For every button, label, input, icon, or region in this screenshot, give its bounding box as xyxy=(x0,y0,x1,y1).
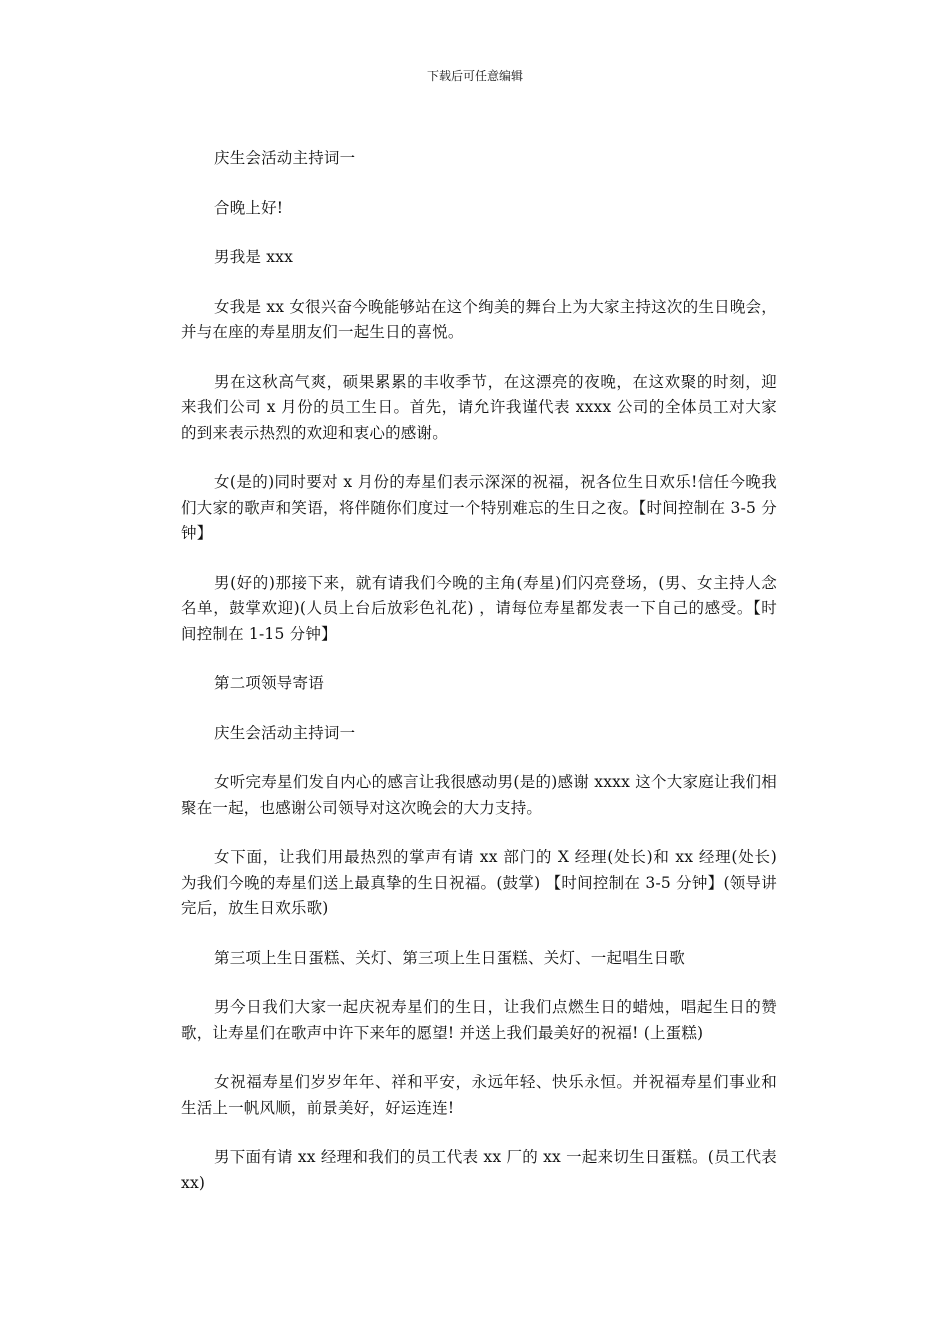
document-body xyxy=(181,146,777,1220)
female-host-wishes: 女祝福寿星们岁岁年年、祥和平安，永远年轻、快乐永恒。并祝福寿星们事业和生活上一帆风顺，前景美好，好运连连! xyxy=(181,1073,777,1117)
leader-invitation: 女下面，让我们用最热烈的掌声有请 xx 部门的 X 经理(处长)和 xx 经理(处长) 为我们今晚的寿星们送上最真挚的生日祝福。(鼓掌) 【时间控制在 3-5 分钟】(领导讲完后，放生日欢乐歌) xyxy=(181,848,777,917)
female-host-thanks: 女听完寿星们发自内心的感言让我很感动男(是的)感谢 xxxx 这个大家庭让我们相聚在一起，也感谢公司领导对这次晚会的大力支持。 xyxy=(181,773,777,817)
section-title: 庆生会活动主持词一 xyxy=(214,149,356,167)
greeting-line: 合晚上好! xyxy=(214,198,284,217)
male-host-birthday-stars: 男(好的)那接下来，就有请我们今晚的主角(寿星)们闪亮登场，(男、女主持人念名单，鼓掌欢迎)(人员上台后放彩色礼花) ，请每位寿星都发表一下自己的感受。【时间控制在 1-15 分钟】 xyxy=(181,573,777,643)
male-host-cake: 男今日我们大家一起庆祝寿星们的生日，让我们点燃生日的蜡烛，唱起生日的赞歌，让寿星们在歌声中许下来年的愿望! 并送上我们最美好的祝福! (上蛋糕) xyxy=(181,998,777,1042)
section-title-repeat: 庆生会活动主持词一 xyxy=(214,723,356,742)
download-edit-note: 下载后可任意编辑 xyxy=(426,69,523,83)
male-host-intro: 男我是 xxx xyxy=(214,248,294,266)
section-two-heading: 第二项领导寄语 xyxy=(214,674,324,692)
female-host-intro: 女我是 xx 女很兴奋今晚能够站在这个绚美的舞台上为大家主持这次的生日晚会，并与在座的寿星朋友们一起生日的喜悦。 xyxy=(181,297,777,341)
section-three-heading: 第三项上生日蛋糕、关灯、第三项上生日蛋糕、关灯、一起唱生日歌 xyxy=(214,948,686,967)
male-host-welcome: 男在这秋高气爽，硕果累累的丰收季节，在这漂亮的夜晚，在这欢聚的时刻，迎来我们公司 x 月份的员工生日。首先，请允许我谨代表 xxxx 公司的全体员工对大家的到来表示热烈的欢迎和衷心的感谢。 xyxy=(181,372,777,442)
female-host-blessing: 女(是的)同时要对 x 月份的寿星们表示深深的祝福，祝各位生日欢乐!信任今晚我们大家的歌声和笑语，将伴随你们度过一个特别难忘的生日之夜。【时间控制在 3-5 分钟】 xyxy=(181,473,777,542)
male-host-cake-cutting: 男下面有请 xx 经理和我们的员工代表 xx 厂的 xx 一起来切生日蛋糕。(员工代表 xx) xyxy=(181,1148,777,1192)
